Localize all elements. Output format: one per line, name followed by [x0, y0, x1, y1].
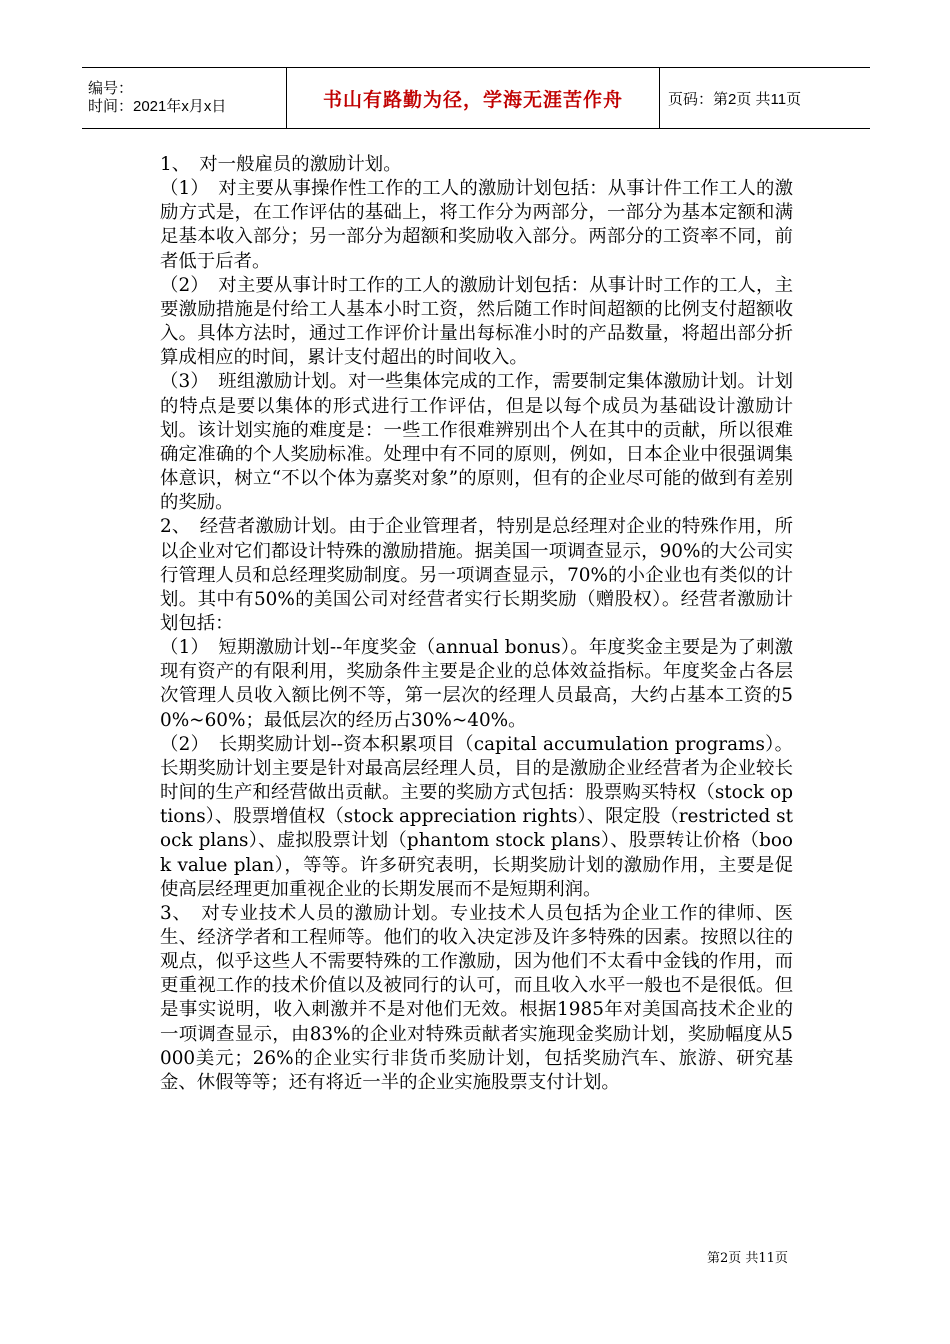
header-page-info: 页码：第2页 共11页	[660, 68, 871, 129]
document-body	[160, 153, 793, 1095]
document-time-label: 时间：2021年x月x日	[88, 98, 227, 115]
paragraph-1-3: （3） 班组激励计划。对一些集体完成的工作，需要制定集体激励计划。计划的特点是要以集体的形式进行工作评估，但是以每个成员为基础设计激励计划。该计划实施的难度是：一些工作很难辨别出个人在其中的贡献，所以很难确定准确的个人奖励标准。处理中有不同的原则，例如，日本企业中很强调集体意识，树立“不以个体为嘉奖对象”的原则，但有的企业尽可能的做到有差别的奖励。	[160, 371, 793, 514]
paragraph-2-2: （2） 长期奖励计划--资本积累项目（capital accumulation programs）。长期奖励计划主要是针对最高层经理人员，目的是激励企业经营者为企业较长时间的生产和经营做出贡献。主要的奖励方式包括：股票购买特权（stock options）、股票增值权（stock appreciation rights）、限定股（restricted stock plans）、虚拟股票计划（phantom stock plans）、股票转让价格（book value plan），等等。许多研究表明，长期奖励计划的激励作用，主要是促使高层经理更加重视企业的长期发展而不是短期利润。	[160, 733, 793, 900]
paragraph-2-1: （1） 短期激励计划--年度奖金（annual bonus）。年度奖金主要是为了刺激现有资产的有限利用，奖励条件主要是企业的总体效益指标。年度奖金占各层次管理人员收入额比例不等，第一层次的经理人员最高，大约占基本工资的50%~60%；最低层次的经历占30%~40%。	[160, 637, 793, 731]
paragraph-section-1-heading: 1、 对一般雇员的激励计划。	[160, 154, 402, 175]
header-motto: 书山有路勤为径，学海无涯苦作舟	[287, 68, 660, 129]
document-number-label: 编号：	[88, 80, 134, 97]
paragraph-1-1: （1） 对主要从事操作性工作的工人的激励计划包括：从事计件工作工人的激励方式是，在工作评估的基础上，将工作分为两部分，一部分为基本定额和满足基本收入部分；另一部分为超额和奖励收入部分。两部分的工资率不同，前者低于后者。	[160, 178, 793, 272]
paragraph-1-2: （2） 对主要从事计时工作的工人的激励计划包括：从事计时工作的工人，主要激励措施是付给工人基本小时工资，然后随工作时间超额的比例支付超额收入。具体方法时，通过工作评价计量出每标准小时的产品数量，将超出部分折算成相应的时间，累计支付超出的时间收入。	[160, 274, 793, 369]
paragraph-section-2: 2、 经营者激励计划。由于企业管理者，特别是总经理对企业的特殊作用，所以企业对它们都设计特殊的激励措施。据美国一项调查显示，90%的大公司实行管理人员和总经理奖励制度。另一项调查显示，70%的小企业也有类似的计划。其中有50%的美国公司对经营者实行长期奖励（赠股权）。经营者激励计划包括：	[160, 516, 793, 634]
page-footer: 第2页 共11页	[707, 1251, 788, 1266]
header-meta-cell	[82, 68, 287, 129]
paragraph-section-3: 3、 对专业技术人员的激励计划。专业技术人员包括为企业工作的律师、医生、经济学者和工程师等。他们的收入决定涉及许多特殊的因素。按照以往的观点，似乎这些人不需要特殊的工作激励，因为他们不太看中金钱的作用，而更重视工作的技术价值以及被同行的认可，而且收入水平一般也不是很低。但是事实说明，收入刺激并不是对他们无效。根据1985年对美国高技术企业的一项调查显示，由83%的企业对特殊贡献者实施现金奖励计划，奖励幅度从5000美元；26%的企业实行非货币奖励计划，包括奖励汽车、旅游、研究基金、休假等等；还有将近一半的企业实施股票支付计划。	[160, 902, 793, 1093]
document-header	[82, 67, 870, 129]
